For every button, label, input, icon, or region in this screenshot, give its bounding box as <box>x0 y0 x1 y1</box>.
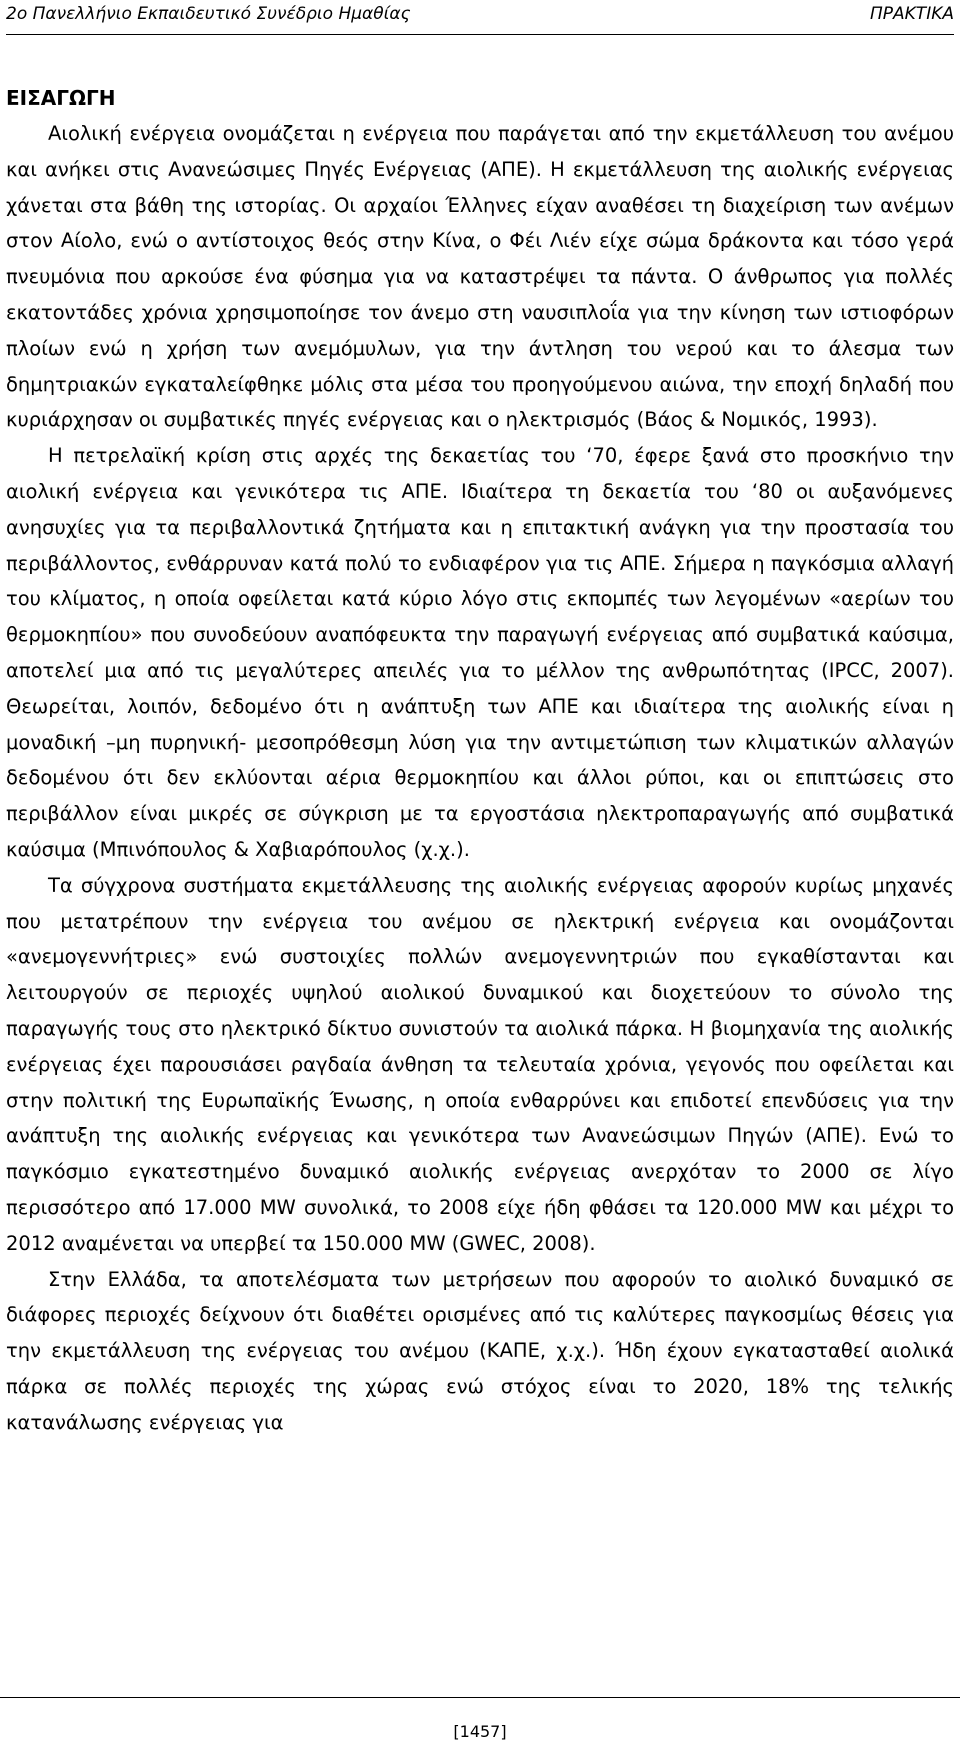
proceedings-label: ΠΡΑΚΤΙΚΑ <box>870 4 954 24</box>
footer-rule <box>0 1697 960 1698</box>
paragraph: Στην Ελλάδα, τα αποτελέσματα των μετρήσεων που αφορούν το αιολικό δυναμικό σε διάφορες περιοχές δείχνουν ότι διαθέτει ορισμένες από τις καλύτερες παγκοσμίως θέσεις για την εκμετάλλευση της ενέργειας του ανέμου (ΚΑΠΕ, χ.χ.). Ήδη έχουν εγκατασταθεί αιολικά πάρκα σε πολλές περιοχές της χώρας ενώ στόχος είναι το 2020, 18% της τελικής κατανάλωσης ενέργειας για <box>6 1267 954 1434</box>
page-body <box>6 80 954 1440</box>
page-number: [1457] <box>453 1722 507 1741</box>
paragraph: Τα σύγχρονα συστήματα εκμετάλλευσης της αιολικής ενέργειας αφορούν κυρίως μηχανές που μετατρέπουν την ενέργεια του ανέμου σε ηλεκτρική ενέργεια και ονομάζονται «ανεμογεννήτριες» ενώ συστοιχίες πολλών ανεμογεννητριών που εγκαθίστανται και λειτουργούν σε περιοχές υψηλού αιολικού δυναμικού και διοχετεύουν το σύνολο της παραγωγής τους στο ηλεκτρικό δίκτυο συνιστούν τα αιολικά πάρκα. Η βιομηχανία της αιολικής ενέργειας έχει παρουσιάσει ραγδαία άνθηση τα τελευταία χρόνια, γεγονός που οφείλεται και στην πολιτική της Ευρωπαϊκής Ένωσης, η οποία ενθαρρύνει και επιδοτεί επενδύσεις για την ανάπτυξη της αιολικής ενέργειας και γενικότερα των Ανανεώσιμων Πηγών (ΑΠΕ). Ενώ το παγκόσμιο εγκατεστημένο δυναμικό αιολικής ενέργειας ανερχόταν το 2000 σε λίγο περισσότερο από 17.000 MW συνολικά, το 2008 είχε ήδη φθάσει τα 120.000 MW και μέχρι το 2012 αναμένεται να υπερβεί τα 150.000 MW (GWEC, 2008). <box>6 873 954 1255</box>
paragraph: Αιολική ενέργεια ονομάζεται η ενέργεια που παράγεται από την εκμετάλλευση του ανέμου και ανήκει στις Ανανεώσιμες Πηγές Ενέργειας (ΑΠΕ). Η εκμετάλλευση της αιολικής ενέργειας χάνεται στα βάθη της ιστορίας. Οι αρχαίοι Έλληνες είχαν αναθέσει τη διαχείριση των ανέμων στον Αίολο, ενώ ο αντίστοιχος θεός στην Κίνα, ο Φέι Λιέν είχε σώμα δράκοντα και τόσο γερά πνευμόνια που αρκούσε ένα φύσημα για να καταστρέψει τα πάντα. Ο άνθρωπος για πολλές εκατοντάδες χρόνια χρησιμοποίησε τον άνεμο στη ναυσιπλοΐα για την κίνηση των ιστιοφόρων πλοίων ενώ η χρήση των ανεμόμυλων, για την άντληση του νερού και το άλεσμα των δημητριακών εγκαταλείφθηκε μόλις στα μέσα του προηγούμενου αιώνα, την εποχή δηλαδή που κυριάρχησαν οι συμβατικές πηγές ενέργειας και ο ηλεκτρισμός (Βάος & Νομικός, 1993). <box>6 122 954 432</box>
conference-title: 2ο Πανελλήνιο Εκπαιδευτικό Συνέδριο Ημαθίας <box>6 4 411 24</box>
header-rule <box>6 34 954 35</box>
running-header <box>6 0 954 38</box>
paragraph: Η πετρελαϊκή κρίση στις αρχές της δεκαετίας του ‘70, έφερε ξανά στο προσκήνιο την αιολική ενέργεια και γενικότερα τις ΑΠΕ. Ιδιαίτερα τη δεκαετία του ‘80 οι αυξανόμενες ανησυχίες για τα περιβαλλοντικά ζητήματα και η επιτακτική ανάγκη για την προστασία του περιβάλλοντος, ενθάρρυναν κατά πολύ το ενδιαφέρον για τις ΑΠΕ. Σήμερα η παγκόσμια αλλαγή του κλίματος, η οποία οφείλεται κατά κύριο λόγο στις εκπομπές των λεγομένων «αερίων του θερμοκηπίου» που συνοδεύουν αναπόφευκτα την παραγωγή ενέργειας από συμβατικά καύσιμα, αποτελεί μια από τις μεγαλύτερες απειλές για το μέλλον της ανθρωπότητας (IPCC, 2007). Θεωρείται, λοιπόν, δεδομένο ότι η ανάπτυξη των ΑΠΕ και ιδιαίτερα της αιολικής είναι η μοναδική –μη πυρηνική- μεσοπρόθεσμη λύση για την αντιμετώπιση των κλιματικών αλλαγών δεδομένου ότι δεν εκλύονται αέρια θερμοκηπίου και άλλοι ρύποι, και οι επιπτώσεις στο περιβάλλον είναι μικρές σε σύγκριση με τα εργοστάσια ηλεκτροπαραγωγής από συμβατικά καύσιμα (Μπινόπουλος & Χαβιαρόπουλος (χ.χ.). <box>6 444 954 861</box>
section-heading: ΕΙΣΑΓΩΓΗ <box>6 86 116 110</box>
